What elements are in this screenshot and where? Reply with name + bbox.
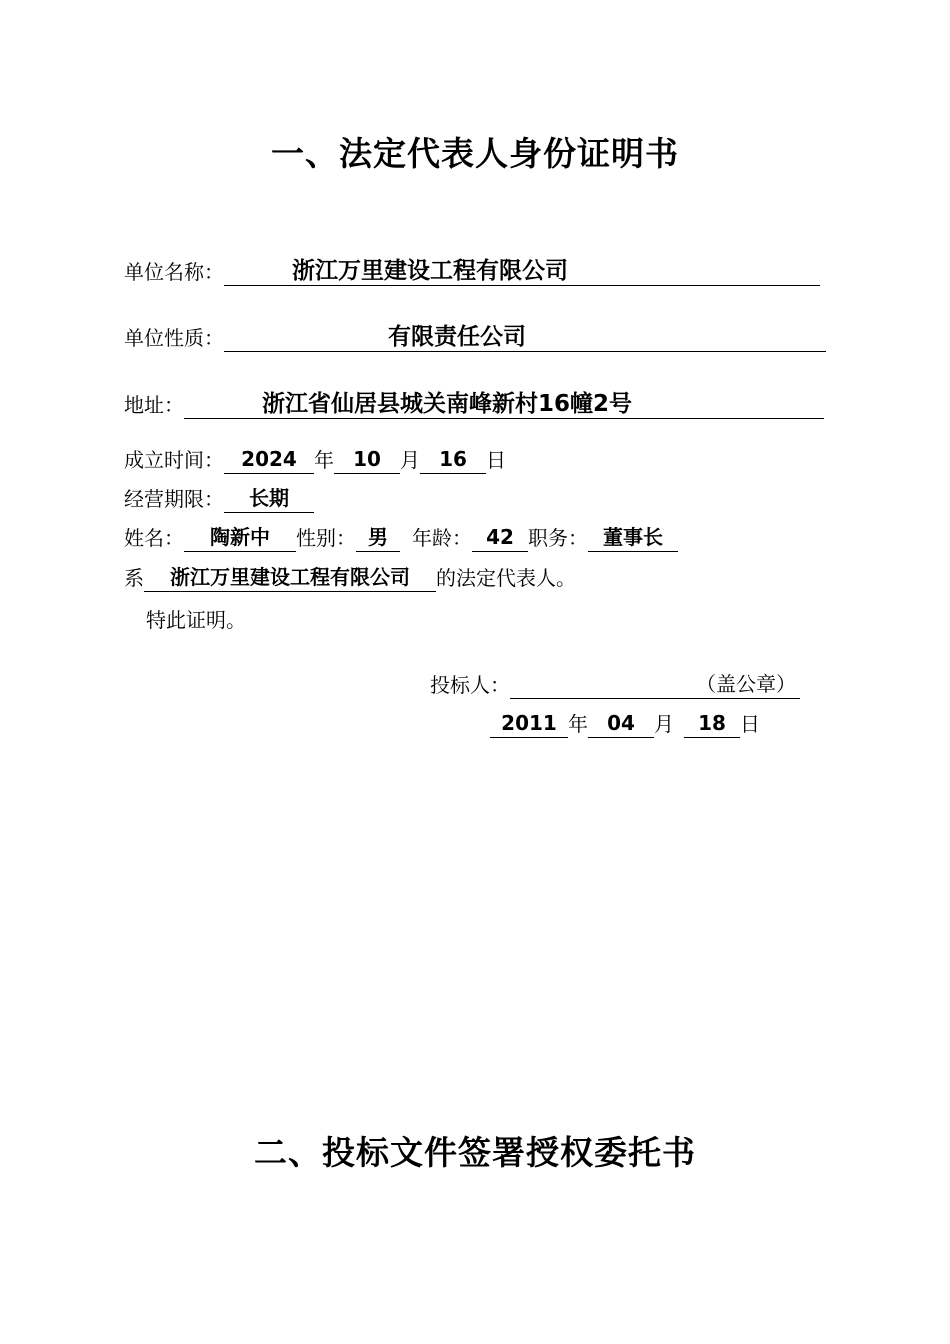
address-value: 浙江省仙居县城关南峰新村16幢2号 xyxy=(262,391,633,417)
established-day-unit: 日 xyxy=(486,448,506,472)
sign-year-unit: 年 xyxy=(568,712,588,736)
sign-date-row xyxy=(490,710,760,738)
address-field[interactable] xyxy=(184,391,824,419)
unit-nature-value: 有限责任公司 xyxy=(388,324,526,350)
sign-day-unit: 日 xyxy=(740,712,760,736)
unit-name-label: 单位名称： xyxy=(124,260,224,284)
age-label: 年龄： xyxy=(412,526,472,550)
term-label: 经营期限： xyxy=(124,487,224,511)
position-value[interactable]: 董事长 xyxy=(588,524,678,552)
gender-label: 性别： xyxy=(296,526,356,550)
statement-company[interactable]: 浙江万里建设工程有限公司 xyxy=(144,564,436,592)
position-label: 职务： xyxy=(528,526,588,550)
statement-prefix: 系 xyxy=(124,566,144,590)
section-title-1: 一、法定代表人身份证明书 xyxy=(271,134,679,173)
sign-day[interactable]: 18 xyxy=(684,710,740,738)
sign-month-unit: 月 xyxy=(654,712,674,736)
term-value[interactable]: 长期 xyxy=(224,485,314,513)
unit-nature-row xyxy=(124,324,826,352)
unit-name-row xyxy=(124,258,820,286)
established-row xyxy=(124,446,506,474)
person-row xyxy=(124,524,678,552)
established-day[interactable]: 16 xyxy=(420,446,486,474)
statement-suffix: 的法定代表人。 xyxy=(436,566,576,590)
sign-month[interactable]: 04 xyxy=(588,710,654,738)
established-year-unit: 年 xyxy=(314,448,334,472)
unit-nature-field[interactable] xyxy=(224,324,826,352)
certify-row xyxy=(146,606,246,634)
established-month-unit: 月 xyxy=(400,448,420,472)
term-row xyxy=(124,485,314,513)
established-label: 成立时间： xyxy=(124,448,224,472)
gender-value[interactable]: 男 xyxy=(356,524,400,552)
address-row xyxy=(124,391,824,419)
bidder-row xyxy=(430,671,800,699)
bidder-field[interactable] xyxy=(510,671,800,699)
statement-row xyxy=(124,564,576,592)
established-month[interactable]: 10 xyxy=(334,446,400,474)
unit-nature-label: 单位性质： xyxy=(124,326,224,350)
address-label: 地址： xyxy=(124,393,184,417)
sign-year[interactable]: 2011 xyxy=(490,710,568,738)
bidder-label: 投标人： xyxy=(430,673,510,697)
age-value[interactable]: 42 xyxy=(472,524,528,552)
seal-note: （盖公章） xyxy=(696,672,796,696)
certify-text: 特此证明。 xyxy=(146,608,246,632)
unit-name-field[interactable] xyxy=(224,258,820,286)
section-title-2: 二、投标文件签署授权委托书 xyxy=(254,1133,696,1172)
name-label: 姓名： xyxy=(124,526,184,550)
unit-name-value: 浙江万里建设工程有限公司 xyxy=(292,258,568,284)
name-value[interactable]: 陶新中 xyxy=(184,524,296,552)
established-year[interactable]: 2024 xyxy=(224,446,314,474)
